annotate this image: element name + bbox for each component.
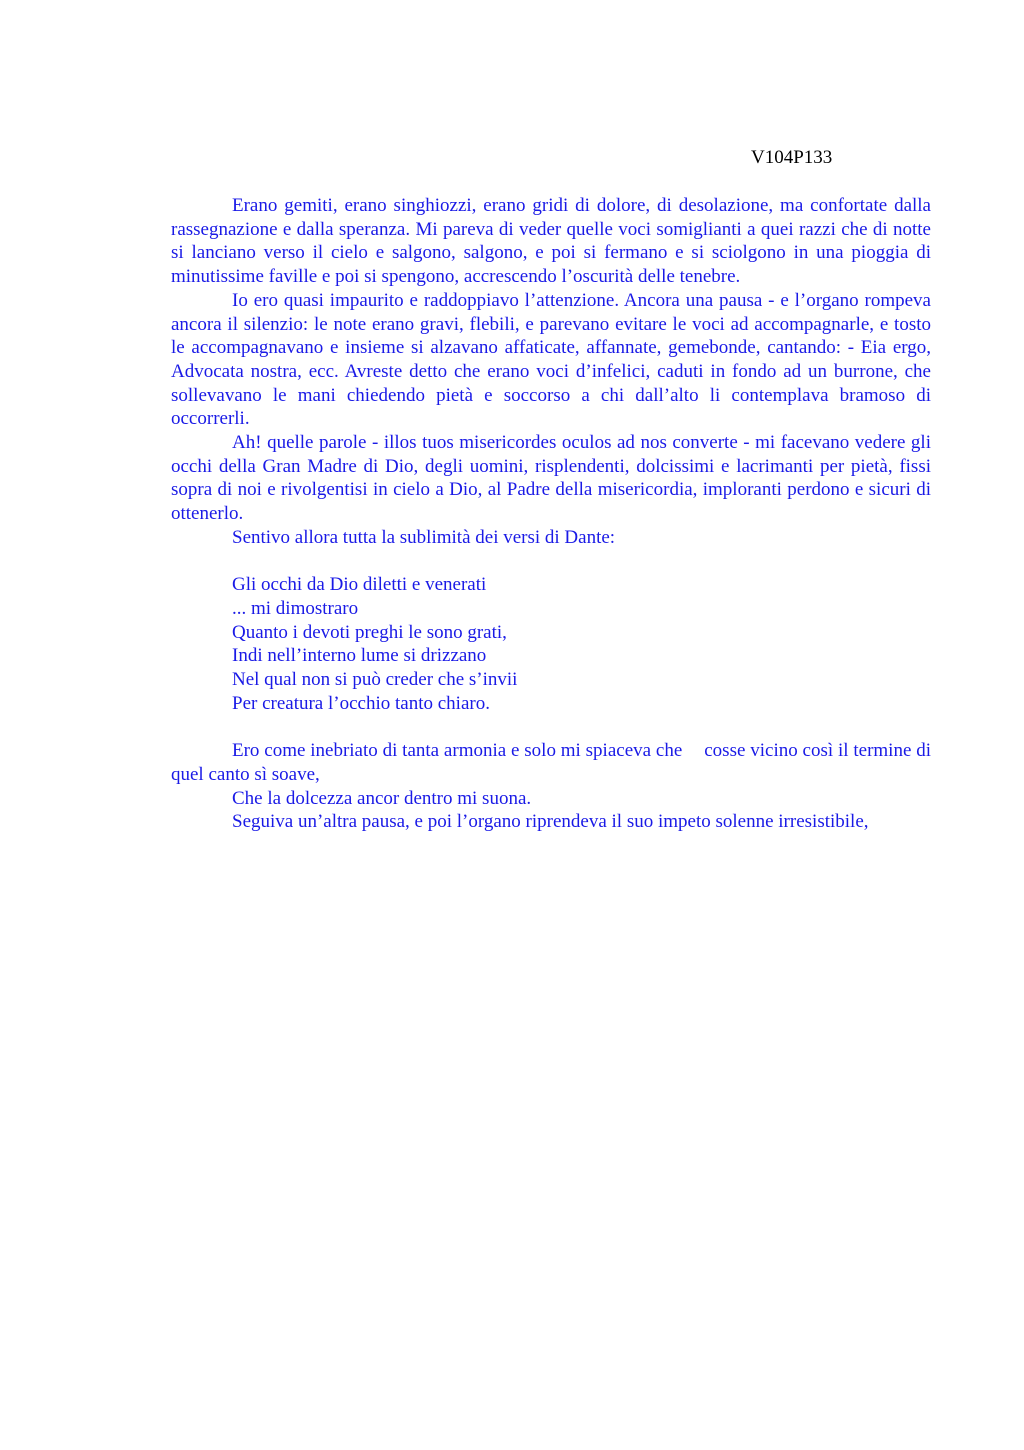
paragraph-2: Io ero quasi impaurito e raddoppiavo l’attenzione. Ancora una pausa - e l’organo rompeva ancora il silenzio: le note erano gravi, flebili, e parevano evitare le voci ad accompagnarle, e tosto le accompagnavano e insieme si alzavano affaticate, affannate, gemebonde, cantando: - Eia ergo, Advocata nostra, ecc. Avreste detto che erano voci d’infelici, caduti in fondo ad un burrone, che sollevavano le mani chiedendo pietà e soccorso a chi dall’alto li contemplava bramoso di occorrerli. — [171, 289, 931, 430]
paragraph-5-start: Ero come inebriato di tanta armonia e solo mi spiaceva che — [232, 740, 683, 762]
paragraph-3: Ah! quelle parole - illos tuos misericordes oculos ad nos converte - mi facevano vedere gli occhi della Gran Madre di Dio, degli uomini, risplendenti, dolcissimi e lacrimanti per pietà, fissi sopra di noi e rivolgentisi in cielo a Dio, al Padre della misericordia, imploranti perdono e sicuri di ottenerlo. — [171, 432, 931, 525]
dante-verse — [232, 573, 931, 715]
document-body — [171, 194, 931, 834]
verse-line: Nel qual non si può creder che s’invii — [232, 669, 518, 691]
paragraph-7: Seguiva un’altra pausa, e poi l’organo riprendeva il suo impeto solenne irresistibile, — [232, 811, 869, 833]
page-code: V104P133 — [751, 147, 833, 168]
paragraph-1: Erano gemiti, erano singhiozzi, erano gridi di dolore, di desolazione, ma confortate dalla rassegnazione e dalla speranza. Mi pareva di veder quelle voci somiglianti a quei razzi che di notte si lanciano verso il cielo e salgono, salgono, e poi si fermano e si sciolgono in una pioggia di minutissime faville e poi si spengono, accrescendo l’oscurità delle tenebre. — [171, 195, 931, 288]
verse-line: Per creatura l’occhio tanto chiaro. — [232, 692, 490, 714]
paragraph-5 — [171, 739, 931, 786]
verse-line: Quanto i devoti preghi le sono grati, — [232, 621, 507, 643]
verse-line: Indi nell’interno lume si drizzano — [232, 645, 487, 667]
paragraph-5-end: cosse vicino così il termine di quel canto sì soave, — [171, 740, 931, 785]
paragraph-4: Sentivo allora tutta la sublimità dei versi di Dante: — [232, 526, 616, 548]
paragraph-6: Che la dolcezza ancor dentro mi suona. — [232, 787, 532, 809]
verse-line: Gli occhi da Dio diletti e venerati — [232, 574, 487, 596]
verse-line: ... mi dimostraro — [232, 597, 359, 619]
